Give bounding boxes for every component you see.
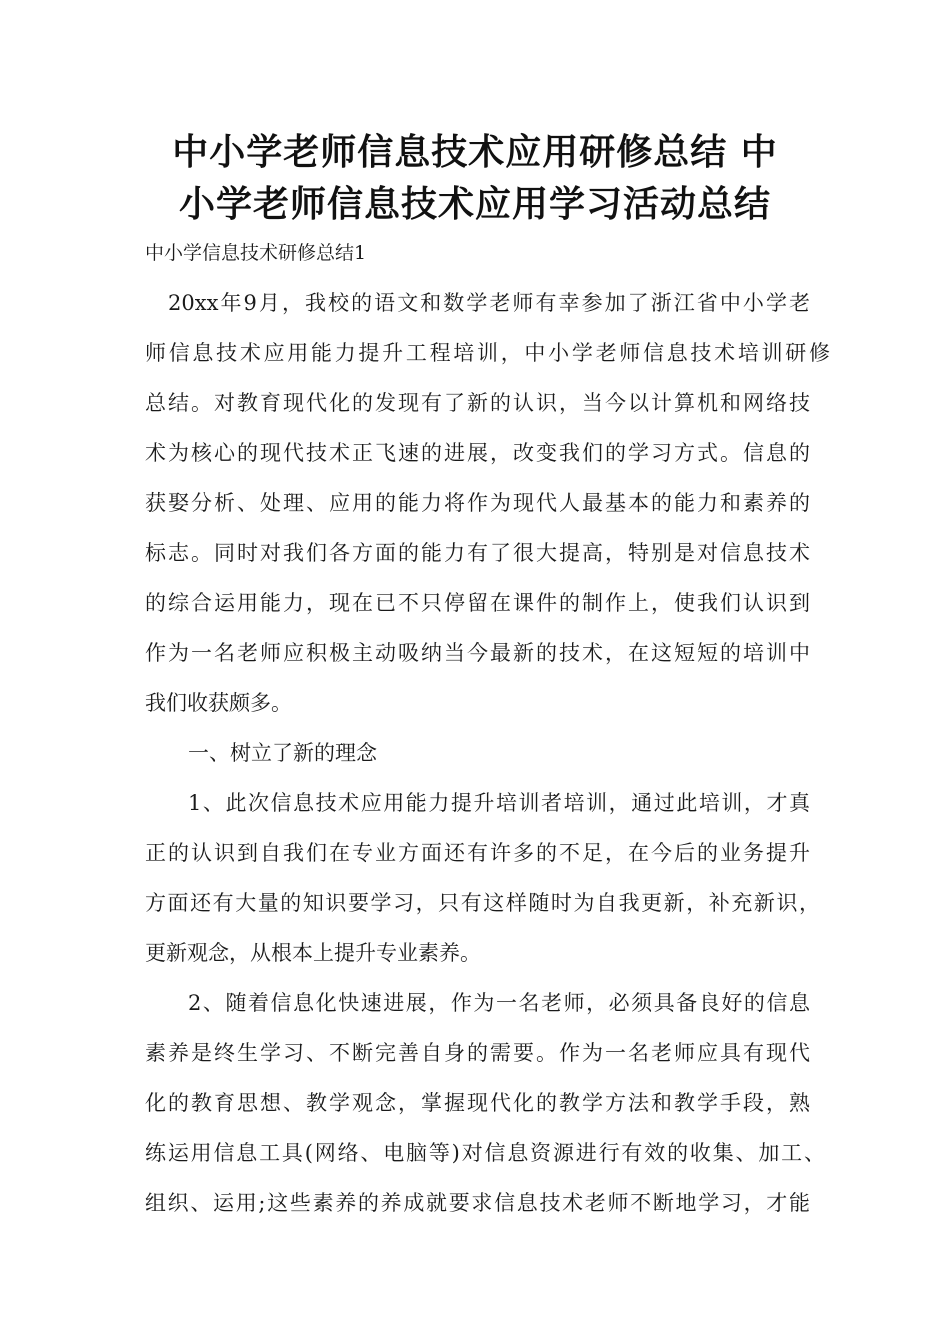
paragraph-line: 标志。同时对我们各方面的能力有了很大提高，特别是对信息技术: [145, 541, 810, 565]
section-subtitle: 中小学信息技术研修总结1: [145, 242, 367, 264]
paragraph-line: 的综合运用能力，现在已不只停留在课件的制作上，使我们认识到: [145, 591, 810, 615]
paragraph-line: 总结。对教育现代化的发现有了新的认识，当今以计算机和网络技: [145, 391, 810, 415]
paragraph-line: 更新观念，从根本上提升专业素养。: [145, 941, 481, 965]
paragraph-line: 20xx年9月，我校的语文和数学老师有幸参加了浙江省中小学老: [168, 291, 810, 315]
paragraph-line: 组织、运用;这些素养的养成就要求信息技术老师不断地学习，才能: [145, 1191, 810, 1215]
document-title-line-1: 中小学老师信息技术应用研修总结 中: [172, 132, 778, 173]
section-heading: 一、树立了新的理念: [188, 741, 377, 765]
paragraph-line: 化的教育思想、教学观念，掌握现代化的教学方法和教学手段，熟: [145, 1091, 810, 1115]
paragraph-line: 我们收获颇多。: [145, 691, 292, 715]
paragraph-line: 正的认识到自我们在专业方面还有许多的不足，在今后的业务提升: [145, 841, 810, 865]
paragraph-line: 方面还有大量的知识要学习，只有这样随时为自我更新，补充新识，: [145, 891, 820, 915]
paragraph-line: 素养是终生学习、不断完善自身的需要。作为一名老师应具有现代: [145, 1041, 810, 1065]
paragraph-line: 作为一名老师应积极主动吸纳当今最新的技术，在这短短的培训中: [145, 641, 810, 665]
document-title-line-2: 小学老师信息技术应用学习活动总结: [178, 184, 771, 225]
paragraph-line: 1、此次信息技术应用能力提升培训者培训，通过此培训，才真: [188, 791, 810, 815]
paragraph-line: 师信息技术应用能力提升工程培训，中小学老师信息技术培训研修: [145, 341, 830, 365]
paragraph-line: 获娶分析、处理、应用的能力将作为现代人最基本的能力和素养的: [145, 491, 810, 515]
paragraph-line: 术为核心的现代技术正飞速的进展，改变我们的学习方式。信息的: [145, 441, 810, 465]
paragraph-line: 练运用信息工具(网络、电脑等)对信息资源进行有效的收集、加工、: [145, 1141, 825, 1165]
paragraph-line: 2、随着信息化快速进展，作为一名老师，必须具备良好的信息: [188, 991, 810, 1015]
